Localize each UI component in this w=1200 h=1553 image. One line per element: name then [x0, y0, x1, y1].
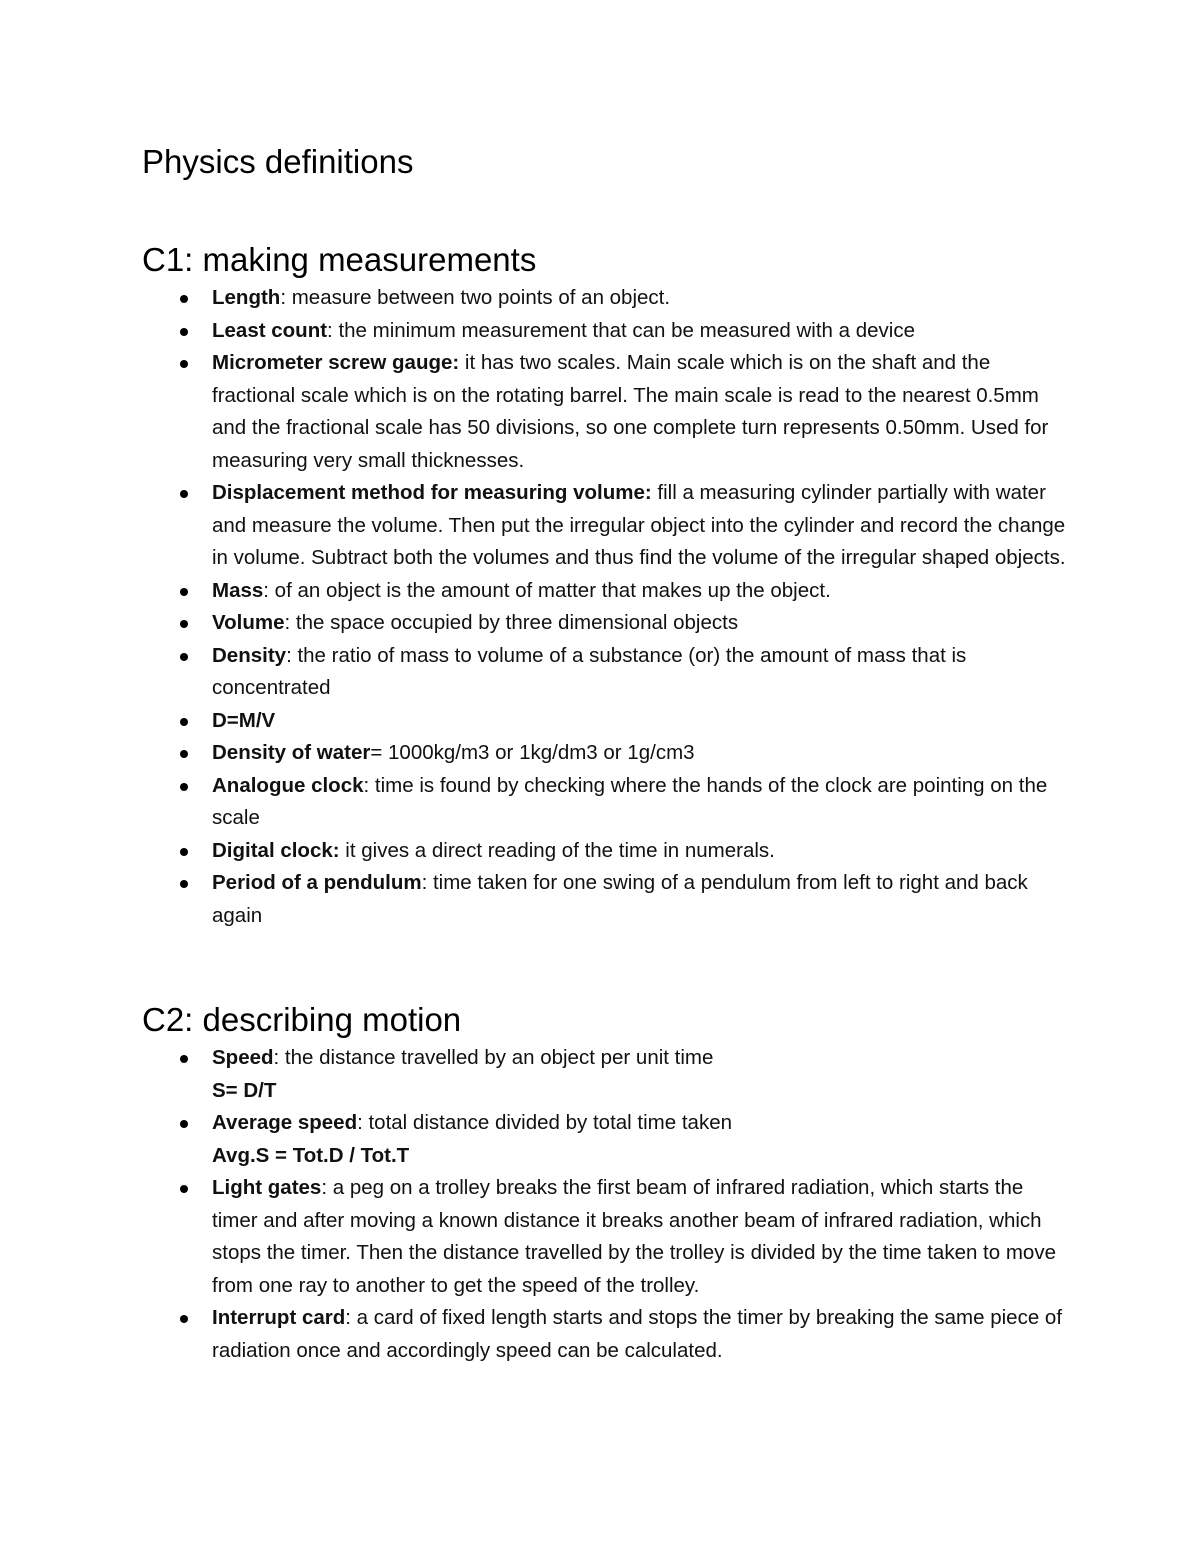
bullet-icon [180, 1315, 188, 1323]
definition-term: Interrupt card [212, 1306, 346, 1329]
definition-term: Density of water [212, 741, 371, 764]
bullet-icon [180, 295, 188, 303]
definition-term: Least count [212, 318, 328, 342]
bullet-icon [180, 490, 188, 498]
definition-term: Light gates [212, 1176, 322, 1199]
definition-item-mass [142, 575, 1072, 608]
definition-text: : the distance travelled by an object per unit time [273, 1046, 714, 1069]
definition-item-least-count [142, 315, 1072, 348]
definition-text: : a peg on a trolley breaks the first beam of infrared radiation, which starts the timer and after moving a known distance it breaks another beam of infrared radiation, which stops the timer. Then the distance travelled by the trolley is divided by the time taken to move from one ray to another to get the speed of the trolley. [212, 1176, 1056, 1297]
definition-term: Length [212, 286, 281, 309]
bullet-icon [180, 750, 188, 758]
bullet-icon [180, 1055, 188, 1063]
definition-item-light-gates [142, 1172, 1072, 1302]
definition-text: : the minimum measurement that can be measured with a device [327, 318, 915, 342]
definition-item-density-of-water [142, 737, 1072, 770]
bullet-icon [180, 328, 188, 336]
definition-item-density [142, 640, 1072, 705]
bullet-icon [180, 718, 188, 726]
definition-text: : total distance divided by total time taken [357, 1111, 732, 1134]
definition-item-length [142, 282, 1072, 315]
definition-term: Speed [212, 1046, 274, 1069]
bullet-icon [180, 848, 188, 856]
section-heading: C1: making measurements [142, 241, 537, 278]
definition-item-volume [142, 607, 1072, 640]
bullet-icon [180, 783, 188, 791]
bullet-icon [180, 588, 188, 596]
definition-text: : the space occupied by three dimensional objects [284, 611, 739, 634]
definition-text: : time taken for one swing of a pendulum from left to right and back again [212, 871, 1028, 927]
definition-item-density-formula [142, 705, 1072, 738]
definition-text: it gives a direct reading of the time in numerals. [339, 838, 775, 862]
definition-text: : of an object is the amount of matter that makes up the object. [263, 578, 831, 602]
bullet-icon [180, 880, 188, 888]
definition-text: : measure between two points of an object. [280, 286, 671, 309]
section-making-measurements [142, 238, 1072, 932]
definition-item-period-of-pendulum [142, 867, 1072, 932]
definition-item-micrometer-screw-gauge [142, 347, 1072, 477]
definition-term: Average speed [212, 1111, 358, 1134]
definition-term: Analogue clock [212, 773, 364, 797]
definition-list [142, 1042, 1072, 1367]
definition-text: fill a measuring cylinder partially with water and measure the volume. Then put the irregular object into the cylinder and record the change in volume. Subtract both the volumes and thus find the volume of the irregular shaped objects. [212, 481, 1066, 569]
definition-text: : time is found by checking where the hands of the clock are pointing on the scale [212, 773, 1048, 829]
definition-term: Mass [212, 578, 264, 602]
definition-list [142, 282, 1072, 932]
definition-formula: Avg.S = Tot.D / Tot.T [212, 1143, 410, 1167]
definition-formula: S= D/T [212, 1078, 277, 1102]
bullet-icon [180, 360, 188, 368]
definition-term: Volume [212, 611, 285, 634]
definition-text: it has two scales. Main scale which is on the shaft and the fractional scale which is on the rotating barrel. The main scale is read to the nearest 0.5mm and the fractional scale has 50 divisions, so one complete turn represents 0.50mm. Used for measuring very small thicknesses. [212, 351, 1049, 472]
document-title: Physics definitions [142, 143, 414, 180]
definition-item-digital-clock [142, 835, 1072, 868]
definition-text: : the ratio of mass to volume of a substance (or) the amount of mass that is concentrated [212, 643, 967, 699]
bullet-icon [180, 653, 188, 661]
definition-item-interrupt-card [142, 1302, 1072, 1367]
definition-text: : a card of fixed length starts and stops the timer by breaking the same piece of radiation once and accordingly speed can be calculated. [212, 1306, 1063, 1362]
definition-term: Displacement method for measuring volume: [212, 481, 652, 504]
definition-item-analogue-clock [142, 770, 1072, 835]
definition-term: Digital clock: [212, 838, 340, 862]
definition-term: D=M/V [212, 708, 276, 732]
section-describing-motion [142, 998, 1072, 1367]
definition-item-speed [142, 1042, 1072, 1107]
definition-term: Period of a pendulum [212, 871, 422, 894]
bullet-icon [180, 620, 188, 628]
definition-item-displacement-method [142, 477, 1072, 575]
definition-term: Micrometer screw gauge: [212, 351, 460, 374]
section-heading: C2: describing motion [142, 1001, 462, 1038]
bullet-icon [180, 1185, 188, 1193]
definition-item-average-speed [142, 1107, 1072, 1172]
definition-text: = 1000kg/m3 or 1kg/dm3 or 1g/cm3 [370, 741, 695, 764]
definition-term: Density [212, 643, 287, 667]
bullet-icon [180, 1120, 188, 1128]
